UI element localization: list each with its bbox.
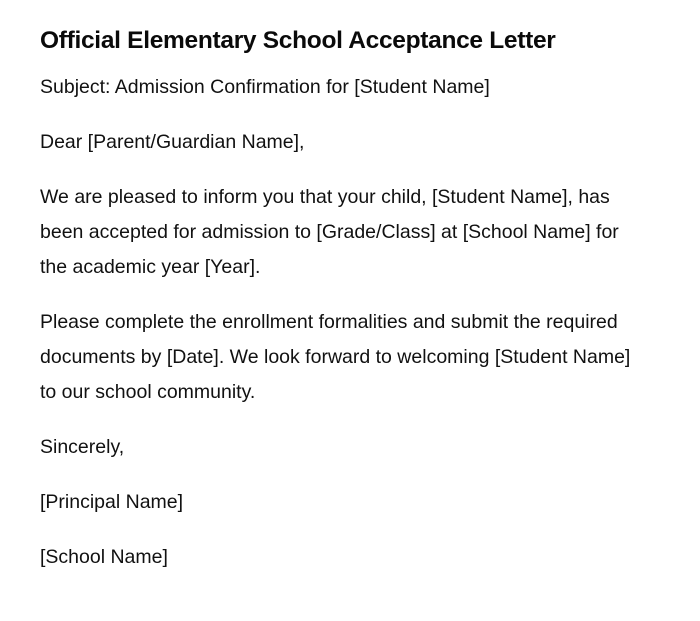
acceptance-letter <box>40 24 640 595</box>
letter-body-paragraph-1: We are pleased to inform you that your child, [Student Name], has been accepted for admission to [Grade/Class] at [School Name] for the academic year [Year]. <box>40 186 619 278</box>
signature-principal-name: [Principal Name] <box>40 491 184 513</box>
letter-closing: Sincerely, <box>40 436 125 458</box>
letter-title: Official Elementary School Acceptance Letter <box>40 27 556 54</box>
signature-school-name: [School Name] <box>40 546 168 568</box>
letter-salutation: Dear [Parent/Guardian Name], <box>40 131 305 153</box>
letter-body-paragraph-2: Please complete the enrollment formalities and submit the required documents by [Date]. We look forward to welcoming [Student Name] to our school community. <box>40 311 631 403</box>
letter-subject: Subject: Admission Confirmation for [Student Name] <box>40 76 490 98</box>
